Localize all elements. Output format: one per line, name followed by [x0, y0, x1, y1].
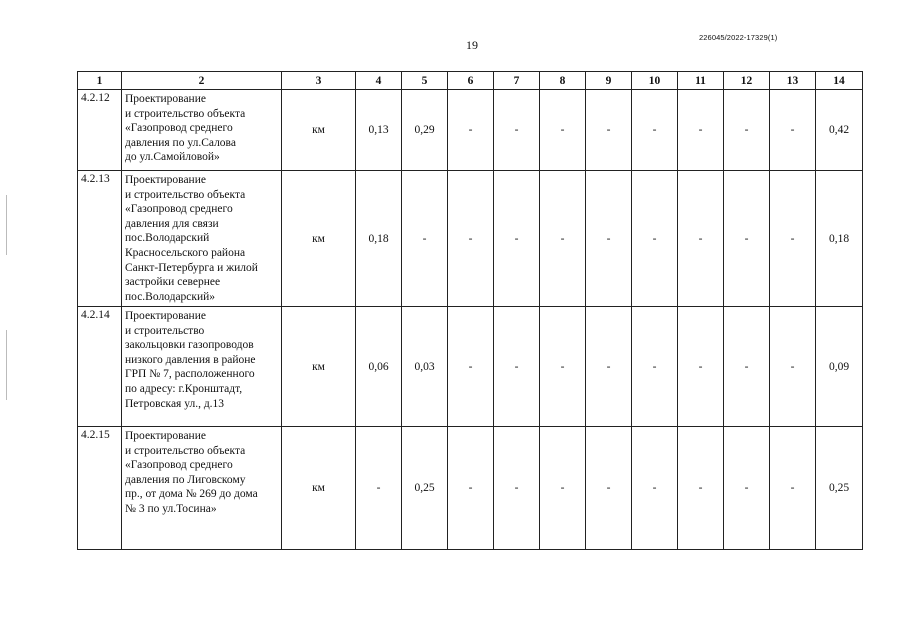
total-cell: 0,42: [816, 90, 863, 171]
table-row: [78, 171, 863, 307]
unit-cell: км: [282, 171, 356, 307]
value-cell: -: [448, 90, 494, 171]
column-header: 10: [632, 72, 678, 90]
value-cell: -: [724, 90, 770, 171]
value-cell: -: [586, 307, 632, 427]
item-code: 4.2.14: [78, 307, 122, 427]
column-header: 7: [494, 72, 540, 90]
value-cell: -: [770, 171, 816, 307]
value-cell: 0,25: [402, 427, 448, 550]
value-cell: -: [724, 307, 770, 427]
item-name: Проектирование и строительство объекта «Газопровод среднего давления для связи пос.Володарский Красносельского района Санкт-Петербурга и жилой застройки севернее пос.Володарский»: [122, 171, 282, 307]
item-code: 4.2.12: [78, 90, 122, 171]
value-cell: -: [586, 171, 632, 307]
value-cell: -: [770, 427, 816, 550]
document-id: 226045/2022-17329(1): [699, 33, 778, 42]
column-header: 14: [816, 72, 863, 90]
column-header: 4: [356, 72, 402, 90]
total-cell: 0,18: [816, 171, 863, 307]
column-header: 6: [448, 72, 494, 90]
value-cell: 0,29: [402, 90, 448, 171]
page-number: 19: [466, 38, 478, 52]
value-cell: -: [678, 307, 724, 427]
total-cell: 0,25: [816, 427, 863, 550]
value-cell: -: [540, 171, 586, 307]
table-row: [78, 427, 863, 550]
unit-cell: км: [282, 427, 356, 550]
column-header: 5: [402, 72, 448, 90]
value-cell: -: [448, 307, 494, 427]
value-cell: -: [632, 171, 678, 307]
value-cell: -: [586, 427, 632, 550]
header-row: [78, 72, 863, 90]
item-code: 4.2.15: [78, 427, 122, 550]
value-cell: -: [632, 90, 678, 171]
value-cell: 0,13: [356, 90, 402, 171]
value-cell: -: [770, 307, 816, 427]
value-cell: -: [448, 427, 494, 550]
column-header: 11: [678, 72, 724, 90]
item-code: 4.2.13: [78, 171, 122, 307]
value-cell: -: [540, 307, 586, 427]
unit-cell: км: [282, 90, 356, 171]
table-row: [78, 307, 863, 427]
value-cell: -: [586, 90, 632, 171]
value-cell: -: [770, 90, 816, 171]
value-cell: -: [540, 427, 586, 550]
value-cell: -: [494, 171, 540, 307]
value-cell: -: [402, 171, 448, 307]
value-cell: -: [494, 90, 540, 171]
value-cell: -: [678, 427, 724, 550]
data-table: [77, 71, 863, 550]
value-cell: -: [724, 427, 770, 550]
column-header: 9: [586, 72, 632, 90]
value-cell: -: [678, 90, 724, 171]
value-cell: -: [448, 171, 494, 307]
item-name: Проектирование и строительство объекта «Газопровод среднего давления по Лиговскому пр., от дома № 269 до дома № 3 по ул.Тосина»: [122, 427, 282, 550]
value-cell: 0,03: [402, 307, 448, 427]
value-cell: 0,06: [356, 307, 402, 427]
total-cell: 0,09: [816, 307, 863, 427]
value-cell: -: [356, 427, 402, 550]
value-cell: -: [678, 171, 724, 307]
value-cell: -: [724, 171, 770, 307]
scan-edge-mark: [6, 195, 7, 255]
value-cell: -: [540, 90, 586, 171]
value-cell: -: [632, 427, 678, 550]
column-header: 13: [770, 72, 816, 90]
value-cell: -: [632, 307, 678, 427]
table-row: [78, 90, 863, 171]
item-name: Проектирование и строительство закольцовки газопроводов низкого давления в районе ГРП № 7, расположенного по адресу: г.Кронштадт, Петровская ул., д.13: [122, 307, 282, 427]
column-header: 3: [282, 72, 356, 90]
unit-cell: км: [282, 307, 356, 427]
column-header: 12: [724, 72, 770, 90]
value-cell: 0,18: [356, 171, 402, 307]
column-header: 1: [78, 72, 122, 90]
column-header: 2: [122, 72, 282, 90]
value-cell: -: [494, 427, 540, 550]
scan-edge-mark: [6, 330, 7, 400]
item-name: Проектирование и строительство объекта «Газопровод среднего давления по ул.Салова до ул.Самойловой»: [122, 90, 282, 171]
value-cell: -: [494, 307, 540, 427]
column-header: 8: [540, 72, 586, 90]
